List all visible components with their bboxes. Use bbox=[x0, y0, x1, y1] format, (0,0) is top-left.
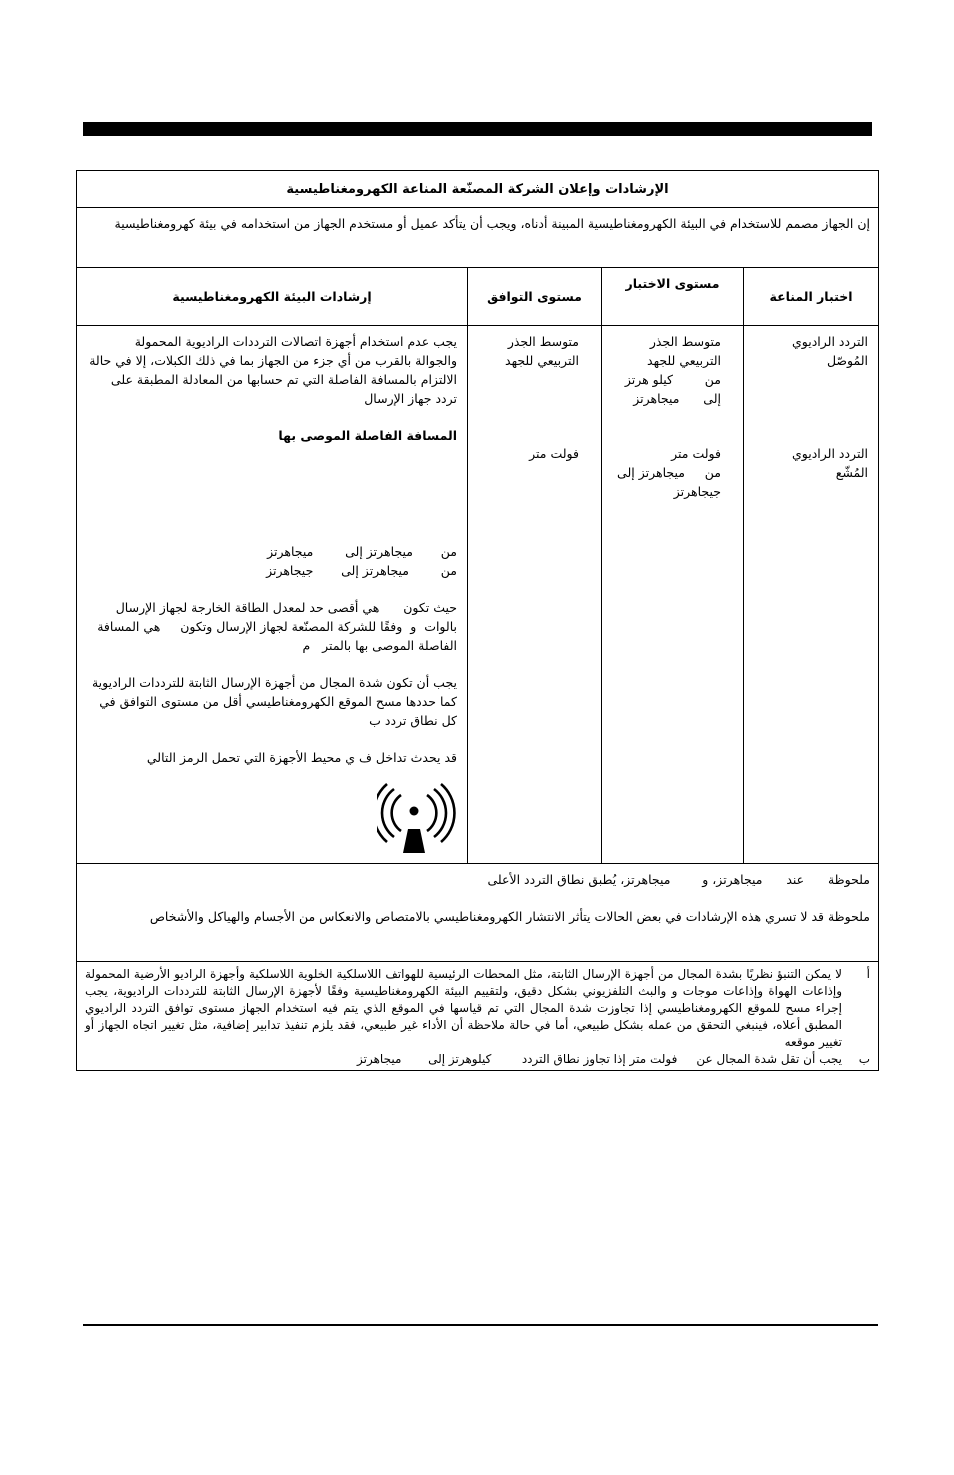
header-immunity-test: اختبار المناعة bbox=[744, 268, 879, 326]
footnote-b bbox=[85, 1051, 870, 1068]
compliance-conducted-2: التربيعي للجهد bbox=[505, 353, 579, 368]
conducted-rf-line1: التردد الراديوي bbox=[792, 334, 868, 349]
guidance-where: حيث تكون هي أقصى حد لمعدل الطاقة الخارجة لجهاز الإرسال بالوات و وفقًا للشركة المصنّعة لجهاز الإرسال وتكون هي المسافة الفاصلة الموصى بها بالمتر م bbox=[93, 600, 457, 653]
frequency-range-1: من ميجاهرتز إلى ميجاهرتز bbox=[267, 544, 457, 559]
header-compliance-level: مستوى التوافق bbox=[468, 268, 602, 326]
guidance-interference: قد يحدث تداخل ف ي محيط الأجهزة التي تحمل الرمز التالي bbox=[146, 750, 457, 765]
guidance-cell bbox=[77, 326, 468, 864]
test-level-radiated-3: جيجاهرتز bbox=[673, 484, 721, 499]
header-test-level: مستوى الاختبار bbox=[602, 268, 744, 326]
footnote-b-text: يجب أن تقل شدة المجال عن فولت متر إذا تجاوز نطاق التردد كيلوهرتز إلى ميجاهرتز bbox=[357, 1052, 842, 1066]
test-level-radiated-2: من ميجاهرتز إلى bbox=[617, 465, 721, 480]
footnote-b-mark: ب bbox=[858, 1052, 870, 1066]
test-level-radiated-1: فولت متر bbox=[671, 446, 721, 461]
notes-cell bbox=[77, 864, 879, 962]
table-title: الإرشادات وإعلان الشركة المصنّعة المناعة الكهرومغناطيسية bbox=[77, 171, 879, 208]
guidance-paragraph-1: يجب عدم استخدام أجهزة اتصالات الترددات الراديوية المحمولة والجوالة بالقرب من أي جزء من الجهاز بما في ذلك الكبلات، إلا في حالة الالتزام بالمسافة الفاصلة التي تم حسابها من المعادلة المطبقة على تردد جهاز الإرسال bbox=[89, 334, 457, 406]
emc-immunity-table bbox=[76, 170, 879, 1071]
immunity-test-cell bbox=[744, 326, 879, 864]
compliance-conducted-1: متوسط الجذر bbox=[507, 334, 579, 349]
separation-distance-heading: المسافة الفاصلة الموصى بها bbox=[278, 428, 457, 443]
compliance-radiated: فولت متر bbox=[529, 446, 579, 461]
radiated-rf-line2: المُشّع bbox=[835, 465, 868, 480]
test-level-conducted-1: متوسط الجذر bbox=[649, 334, 721, 349]
header-guidance: إرشادات البيئة الكهرومغناطيسية bbox=[77, 268, 468, 326]
test-level-conducted-2: التربيعي للجهد bbox=[647, 353, 721, 368]
footnote-a-mark: أ bbox=[866, 967, 870, 981]
non-ionizing-radiation-icon bbox=[89, 781, 457, 860]
guidance-field-strength: يجب أن تكون شدة المجال من أجهزة الإرسال الثابتة للترددات الراديوية كما حددها مسح الموقع الكهرومغناطيسي أقل من مستوى التوافق في كل نطاق تردد ب bbox=[91, 675, 457, 728]
footnote-a-text: لا يمكن التنبؤ نظريًا بشدة المجال من أجهزة الإرسال الثابتة، مثل المحطات الرئيسية للهواتف اللاسلكية الخلوية اللاسلكية وأجهزة الراديو الأرضية المحمولة وإذاعات الهواة وإذاعات موجات و والبث التلفزيوني بشكل دقيق، ولتقييم البيئة الكهرومغناطيسية وفقًا لأجهزة الإرسال الثابتة للترددات الراديوية، يجب إجراء مسح للموقع الكهرومغناطيسي إذا تجاوزت شدة المجال التي تم قياسها في الموقع الذي يتم فيه استخدام الجهاز مستوى توافق التردد الراديوي المطبق أعلاه، فينبغي التحقق من عمله بشكل طبيعي، أما في حالة ملاحظة أن الأداء غير طبيعي، فقد يلزم تنفيذ تدابير إضافية، مثل تغيير اتجاه الجهاز أو تغيير موقعه bbox=[85, 967, 842, 1049]
footnote-a bbox=[85, 966, 870, 1051]
footnotes-cell bbox=[77, 962, 879, 1071]
test-level-conducted-4: إلى ميجاهرتز bbox=[633, 391, 721, 406]
note-1: ملحوظة عند ميجاهرتز، و ميجاهرتز، يُطبق نطاق التردد الأعلى bbox=[487, 872, 870, 887]
compliance-level-cell bbox=[468, 326, 602, 864]
test-level-conducted-3: من كيلو هرتز bbox=[624, 372, 721, 387]
footer-rule bbox=[83, 1324, 878, 1326]
conducted-rf-line2: المُوصّل bbox=[826, 353, 868, 368]
header-rule bbox=[83, 122, 872, 136]
table-intro: إن الجهاز مصمم للاستخدام في البيئة الكهرومغناطيسية المبينة أدناه، ويجب أن يتأكد عميل أو مستخدم الجهاز من استخدامه في بيئة كهرومغناطيسية bbox=[77, 208, 879, 268]
test-level-cell bbox=[602, 326, 744, 864]
note-2: ملحوظة قد لا تسري هذه الإرشادات في بعض الحالات يتأثر الانتشار الكهرومغناطيسي بالامتصاص والانعكاس من الأجسام والهياكل والأشخاص bbox=[149, 909, 870, 924]
frequency-range-2: من ميجاهرتز إلى جيجاهرتز bbox=[266, 563, 457, 578]
radiated-rf-line1: التردد الراديوي bbox=[792, 446, 868, 461]
